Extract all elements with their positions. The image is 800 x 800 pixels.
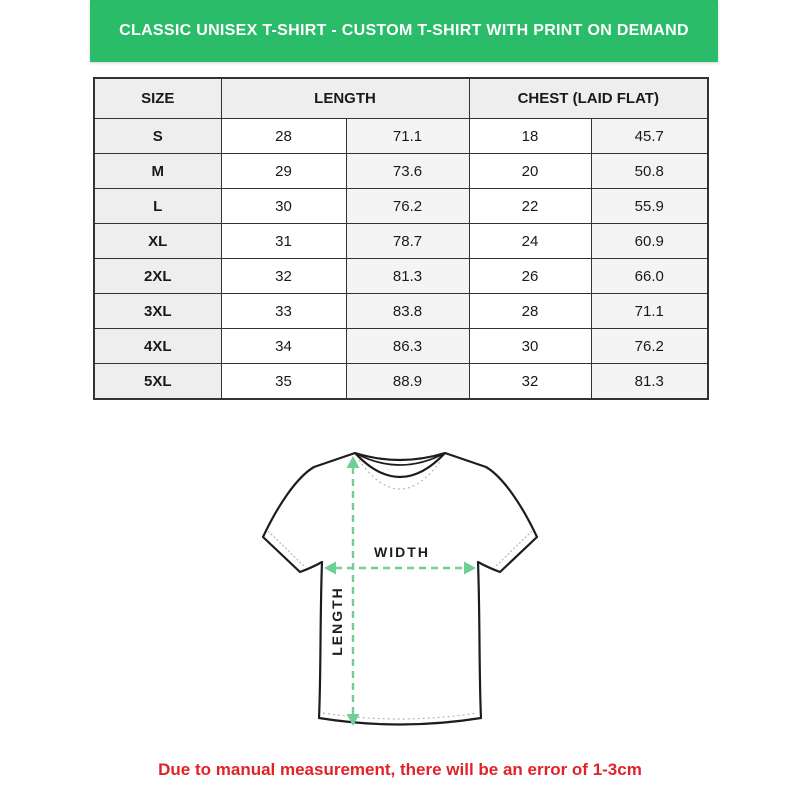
length-arrow-label: LENGTH — [329, 586, 345, 656]
length-in-cell: 29 — [221, 154, 346, 189]
length-in-cell: 35 — [221, 364, 346, 400]
length-in-cell: 28 — [221, 119, 346, 154]
table-row — [94, 329, 708, 364]
chest-in-cell: 32 — [469, 364, 591, 400]
chest-cm-cell: 55.9 — [591, 189, 708, 224]
chest-cm-cell: 81.3 — [591, 364, 708, 400]
length-in-cell: 30 — [221, 189, 346, 224]
size-cell: 4XL — [94, 329, 221, 364]
size-cell: XL — [94, 224, 221, 259]
chest-in-cell: 24 — [469, 224, 591, 259]
length-cm-cell: 76.2 — [346, 189, 469, 224]
chest-in-cell: 20 — [469, 154, 591, 189]
chest-cm-cell: 45.7 — [591, 119, 708, 154]
length-cm-cell: 81.3 — [346, 259, 469, 294]
length-cm-cell: 73.6 — [346, 154, 469, 189]
table-row — [94, 119, 708, 154]
length-cm-cell: 88.9 — [346, 364, 469, 400]
size-table-container — [93, 77, 707, 400]
length-cm-cell: 86.3 — [346, 329, 469, 364]
table-row — [94, 364, 708, 400]
length-in-cell: 33 — [221, 294, 346, 329]
chest-cm-cell: 71.1 — [591, 294, 708, 329]
header-size: SIZE — [94, 78, 221, 119]
length-in-cell: 32 — [221, 259, 346, 294]
tshirt-outline-icon — [240, 430, 560, 750]
table-row — [94, 259, 708, 294]
length-cm-cell: 71.1 — [346, 119, 469, 154]
tshirt-body-shape — [263, 453, 537, 725]
chest-cm-cell: 50.8 — [591, 154, 708, 189]
chest-in-cell: 26 — [469, 259, 591, 294]
chest-in-cell: 30 — [469, 329, 591, 364]
size-cell: 5XL — [94, 364, 221, 400]
chest-cm-cell: 76.2 — [591, 329, 708, 364]
size-cell: 2XL — [94, 259, 221, 294]
title-banner — [90, 0, 718, 62]
measurement-error-note: Due to manual measurement, there will be an error of 1-3cm — [158, 760, 642, 779]
table-row — [94, 189, 708, 224]
chest-in-cell: 22 — [469, 189, 591, 224]
chest-in-cell: 28 — [469, 294, 591, 329]
table-row — [94, 294, 708, 329]
width-arrow-label: WIDTH — [374, 544, 430, 560]
size-chart-table — [93, 77, 709, 400]
chest-cm-cell: 66.0 — [591, 259, 708, 294]
size-cell: L — [94, 189, 221, 224]
table-header-row — [94, 78, 708, 119]
header-length: LENGTH — [221, 78, 469, 119]
chest-in-cell: 18 — [469, 119, 591, 154]
size-cell: S — [94, 119, 221, 154]
length-cm-cell: 83.8 — [346, 294, 469, 329]
chest-cm-cell: 60.9 — [591, 224, 708, 259]
header-chest: CHEST (LAID FLAT) — [469, 78, 708, 119]
length-cm-cell: 78.7 — [346, 224, 469, 259]
length-in-cell: 34 — [221, 329, 346, 364]
table-row — [94, 154, 708, 189]
size-cell: 3XL — [94, 294, 221, 329]
page-title: CLASSIC UNISEX T-SHIRT - CUSTOM T-SHIRT WITH PRINT ON DEMAND — [119, 22, 689, 39]
length-in-cell: 31 — [221, 224, 346, 259]
table-row — [94, 224, 708, 259]
tshirt-diagram — [240, 430, 560, 750]
size-cell: M — [94, 154, 221, 189]
